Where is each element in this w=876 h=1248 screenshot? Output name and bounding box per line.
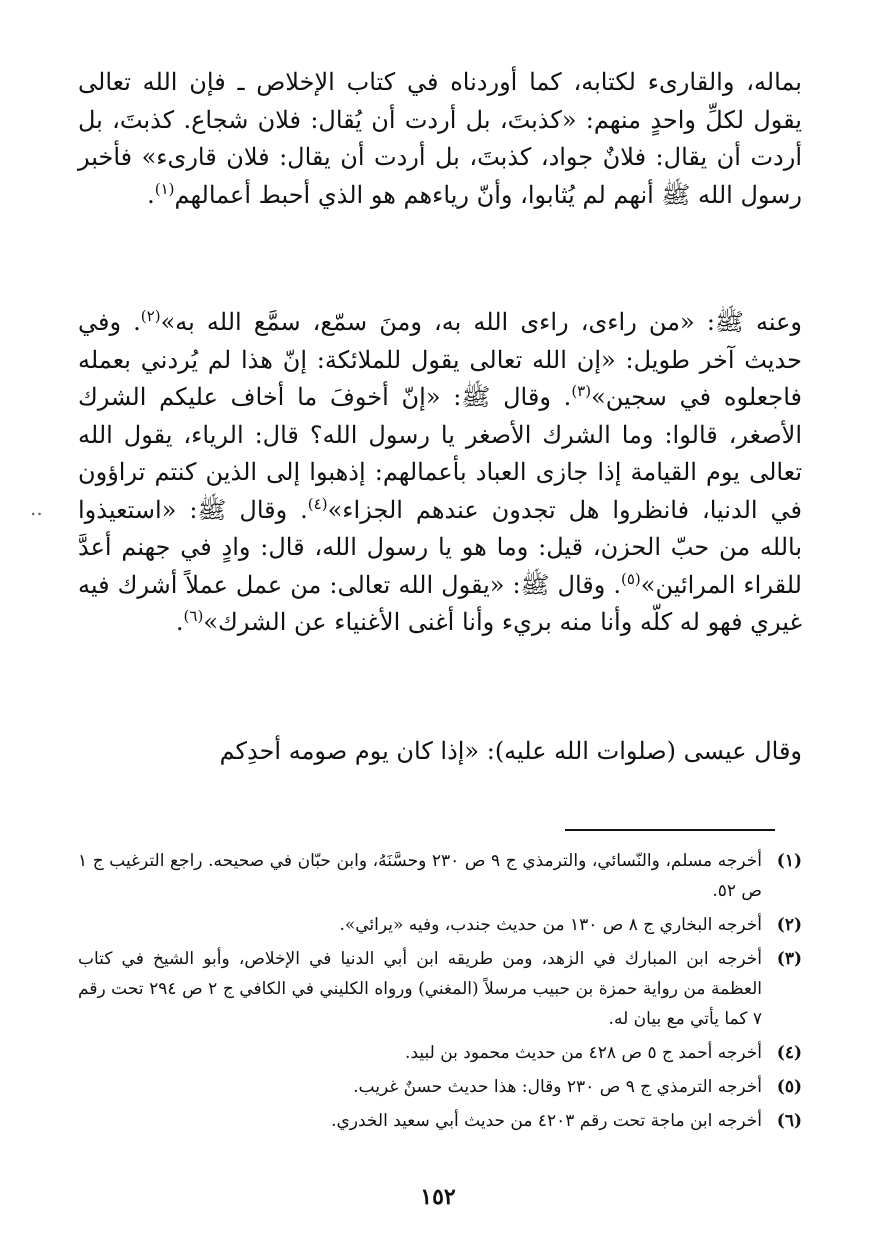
- footnote-divider: [565, 829, 775, 831]
- page-number: ١٥٢: [420, 1184, 456, 1210]
- footnote-ref-1: (١): [154, 179, 175, 198]
- paragraph-text: . وفي حديث آخر طويل: «إن الله تعالى يقول للملائكة: إنّ هذا لم يُردني بعمله فاجعلوه في سجين»: [78, 308, 802, 411]
- footnote-number: (٣): [776, 949, 802, 969]
- paragraph-text: بماله، والقارىء لكتابه، كما أوردناه في كتاب الإخلاص ـ فإن الله تعالى يقول لكلِّ واحدٍ منهم: «كذبتَ، بل أردت أن يُقال: فلان شجاع. كذبتَ، بل أردت أن يقال: فلانٌ جواد، كذبتَ، بل أردت أن يقال: فلان قارىء» فأخبر رسول الله ﷺ أنهم لم يُثابوا، وأنّ رياءهم هو الذي أحبط أعمالهم: [78, 68, 802, 209]
- footnote-item: [78, 1106, 802, 1136]
- margin-mark: ..: [30, 496, 43, 520]
- paragraph-text: .: [147, 180, 155, 209]
- footnote-number: (١): [776, 851, 802, 871]
- footnote-ref-4: (٤): [307, 494, 328, 513]
- footnotes-list: [78, 846, 802, 1136]
- paragraph-text: . وقال ﷺ: «إنّ أخوفَ ما أخاف عليكم الشرك الأصغر، قالوا: وما الشرك الأصغر يا رسول الله؟ قال: الرياء، يقول الله تعالى يوم القيامة إذا جازى العباد بأعمالهم: إذهبوا إلى الذين كنتم تراؤون في الدنيا، فانظروا هل تجدون عندهم الجزاء»: [78, 383, 802, 524]
- footnote-ref-6: (٦): [183, 607, 204, 625]
- footnote-item: [78, 846, 802, 906]
- body-paragraph-1: [78, 64, 802, 214]
- footnote-number: (٢): [776, 915, 802, 935]
- footnote-item: [78, 1072, 802, 1102]
- paragraph-text: وقال عيسى (صلوات الله عليه): «إذا كان يوم صومه أحدِكم: [219, 737, 802, 765]
- footnote-ref-5: (٥): [620, 569, 641, 588]
- footnote-text: أخرجه ابن ماجة تحت رقم ٤٢٠٣ من حديث أبي سعيد الخدري.: [331, 1111, 762, 1131]
- footnote-item: [78, 1038, 802, 1068]
- paragraph-text: .: [175, 608, 184, 636]
- footnote-text: أخرجه البخاري ج ٨ ص ١٣٠ من حديث جندب، وفيه «يرائي».: [339, 915, 762, 935]
- body-paragraph-2: [78, 304, 802, 642]
- footnote-text: أخرجه أحمد ج ٥ ص ٤٢٨ من حديث محمود بن لبيد.: [405, 1043, 762, 1063]
- footnote-ref-2: (٢): [140, 307, 161, 325]
- footnote-text: أخرجه مسلم، والنّسائي، والترمذي ج ٩ ص ٢٣٠ وحسَّنَهُ، وابن حبّان في صحيحه. راجع الترغيب ج ١ ص ٥٢.: [78, 851, 762, 901]
- paragraph-text: . وقال ﷺ: «استعيذوا بالله من حبّ الحزن، قيل: وما هو يا رسول الله، قال: وادٍ في جهنم أعدَّ للقراء المرائين»: [78, 495, 802, 599]
- paragraph-text: . وقال ﷺ: «يقول الله تعالى: من عمل عملاً أشرك فيه غيري فهو له كلّه وأنا منه بريء وأنا أغنى الأغنياء عن الشرك»: [78, 570, 802, 636]
- footnote-number: (٤): [776, 1043, 802, 1063]
- footnote-number: (٥): [776, 1077, 802, 1097]
- footnote-text: أخرجه الترمذي ج ٩ ص ٢٣٠ وقال: هذا حديث حسنٌ غريب.: [353, 1077, 762, 1097]
- footnote-item: [78, 910, 802, 940]
- footnote-text: أخرجه ابن المبارك في الزهد، ومن طريقه ابن أبي الدنيا في الإخلاص، وأبو الشيخ في كتاب العظمة من رواية حمزة بن حبيب مرسلاً (المغني) ورواه الكليني في الكافي ج ٢ ص ٢٩٤ تحت رقم ٧ كما يأتي مع بيان له.: [78, 949, 763, 1029]
- paragraph-text: وعنه ﷺ: «من راءى، راءى الله به، ومنَ سمّع، سمَّع الله به»: [160, 308, 803, 336]
- footnote-item: [78, 944, 802, 1034]
- footnote-ref-3: (٣): [571, 382, 592, 400]
- footnote-number: (٦): [776, 1111, 802, 1131]
- body-paragraph-3: [78, 733, 802, 771]
